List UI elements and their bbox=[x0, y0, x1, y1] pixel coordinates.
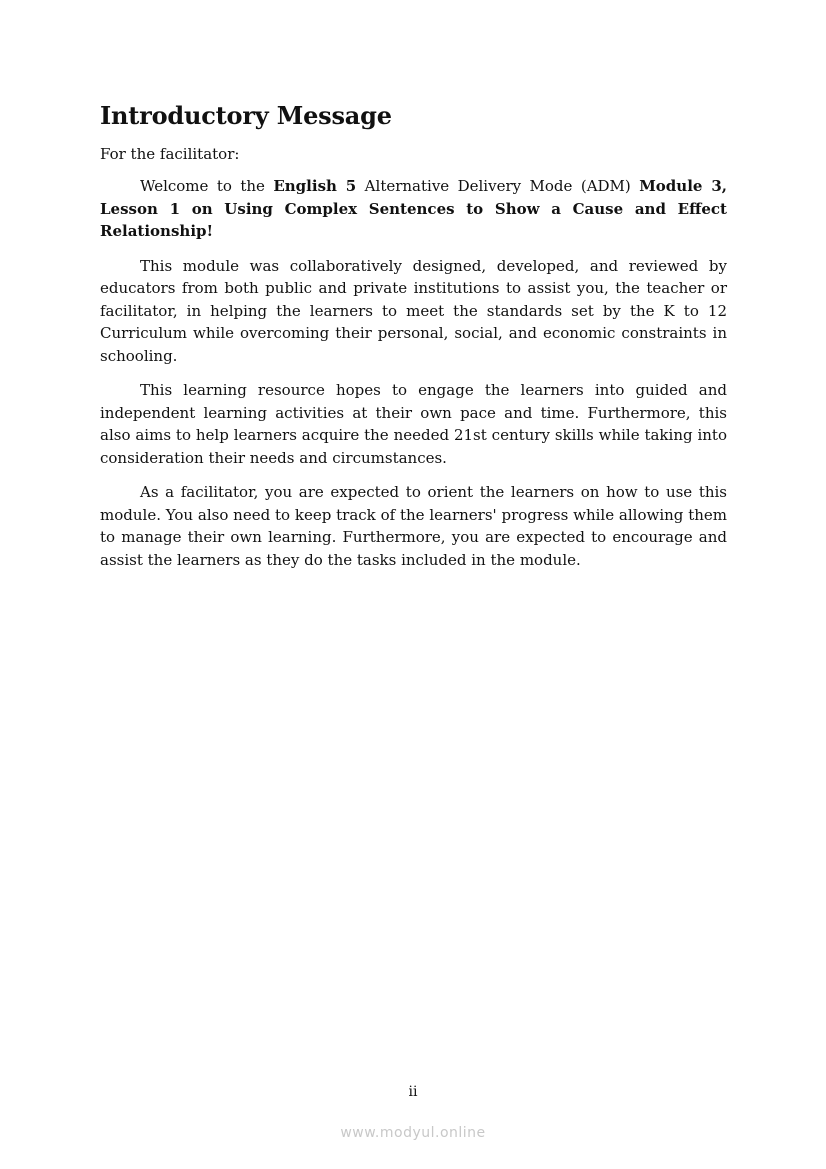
module-title: Module 3, Lesson 1 on Using Complex Sentences to Show a Cause and Effect Relationship! bbox=[100, 177, 727, 240]
paragraph: As a facilitator, you are expected to orient the learners on how to use this module. You also need to keep track of the learners' progress while allowing them to manage their own learning. Furthermore, you are expected to encourage and assist the learners as they do the tasks included in the module. bbox=[100, 483, 727, 569]
paragraph: This module was collaboratively designed, developed, and reviewed by educators from both public and private institutions to assist you, the teacher or facilitator, in helping the learners to meet the standards set by the K to 12 Curriculum while overcoming their personal, social, and economic constraints in schooling. bbox=[100, 256, 727, 365]
welcome-text-2: Alternative Delivery Mode (ADM) bbox=[356, 177, 640, 195]
page-title: Introductory Message bbox=[100, 101, 392, 130]
page-content bbox=[100, 100, 727, 583]
paragraph: This learning resource hopes to engage the learners into guided and independent learning activities at their own pace and time. Furthermore, this also aims to help learners acquire the needed 21st century skills while taking into consideration their needs and circumstances. bbox=[100, 381, 727, 467]
page-number: ii bbox=[408, 1084, 418, 1100]
watermark: www.modyul.online bbox=[340, 1125, 486, 1141]
subject-name: English 5 bbox=[273, 177, 357, 195]
salutation: For the facilitator: bbox=[100, 145, 240, 163]
welcome-paragraph bbox=[100, 175, 727, 243]
welcome-text: Welcome to the bbox=[140, 177, 274, 195]
